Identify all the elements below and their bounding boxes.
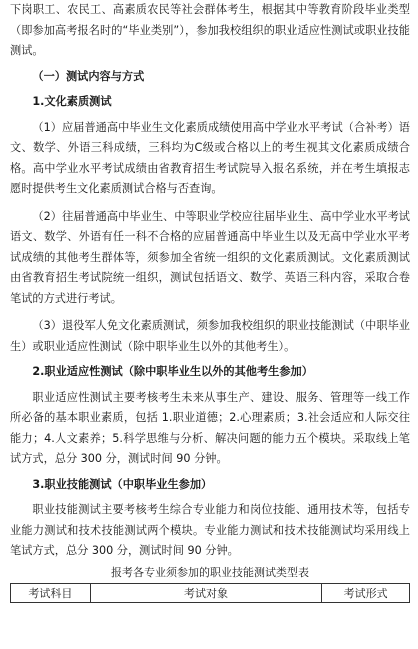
test-type-table: [10, 583, 410, 603]
subsection-1-paragraph-1: （1）应届普通高中毕业生文化素质成绩使用高中学业水平考试（合补考）语文、数学、外语三科成绩，三科均为C级或合格以上的考生视其文化素质成绩合格。高中学业水平考试成绩由省教育招生考试院导入报名系统，并在考生填报志愿时提供考生文化素质测试合格与否查询。: [10, 120, 410, 195]
table-header-cell: 考试形式: [322, 583, 410, 602]
subsection-1-paragraph-2: （2）往届普通高中毕业生、中等职业学校应往届毕业生、高中学业水平考试语文、数学、外语有任一科不合格的应届普通高中毕业生以及无高中学业水平考试成绩的其他考生群体等，须参加全省统一组织的文化素质测试。文化素质测试由省教育招生考试院统一组织，测试包括语文、数学、英语三科内容，采取合卷笔试的方式进行考试。: [10, 209, 410, 305]
table-header-cell: 考试对象: [90, 583, 321, 602]
table-header-cell: 考试科目: [11, 583, 91, 602]
subsection-2-paragraph: 职业适应性测试主要考核考生未来从事生产、建设、服务、管理等一线工作所必备的基本职业素质，包括 1.职业道德；2.心理素质；3.社会适应和人际交往能力；4.人文素养；5.科学思维与分析、解决问题的能力五个模块。采取线上笔试方式，总分 300 分，测试时间 90 分钟。: [10, 390, 410, 465]
subsection-1-paragraph-3: （3）退役军人免文化素质测试，须参加我校组织的职业技能测试（中职毕业生）或职业适应性测试（除中职毕业生以外的其他考生）。: [10, 319, 410, 353]
spacer: [10, 309, 410, 316]
subsection-1-heading: 1.文化素质测试: [32, 95, 112, 108]
subsection-3-paragraph: 职业技能测试主要考核考生综合专业能力和岗位技能、通用技术等，包括专业能力测试和技术技能测试两个模块。专业能力测试和技术技能测试均采用线上笔试方式，总分 300 分，测试时间 90 分钟。: [10, 503, 410, 557]
spacer: [10, 200, 410, 207]
table-caption: 报考各专业须参加的职业技能测试类型表: [111, 565, 309, 579]
intro-paragraph: 下岗职工、农民工、高素质农民等社会群体考生，根据其中等教育阶段毕业类型（即参加高考报名时的“毕业类别”），参加我校组织的职业适应性测试或职业技能测试。: [10, 3, 410, 57]
subsection-3-heading: 3.职业技能测试（中职毕业生参加）: [32, 477, 213, 491]
table-header-row: [11, 583, 410, 602]
section-heading: （一）测试内容与方式: [32, 69, 145, 83]
subsection-2-heading: 2.职业适应性测试（除中职毕业生以外的其他考生参加）: [32, 365, 313, 378]
